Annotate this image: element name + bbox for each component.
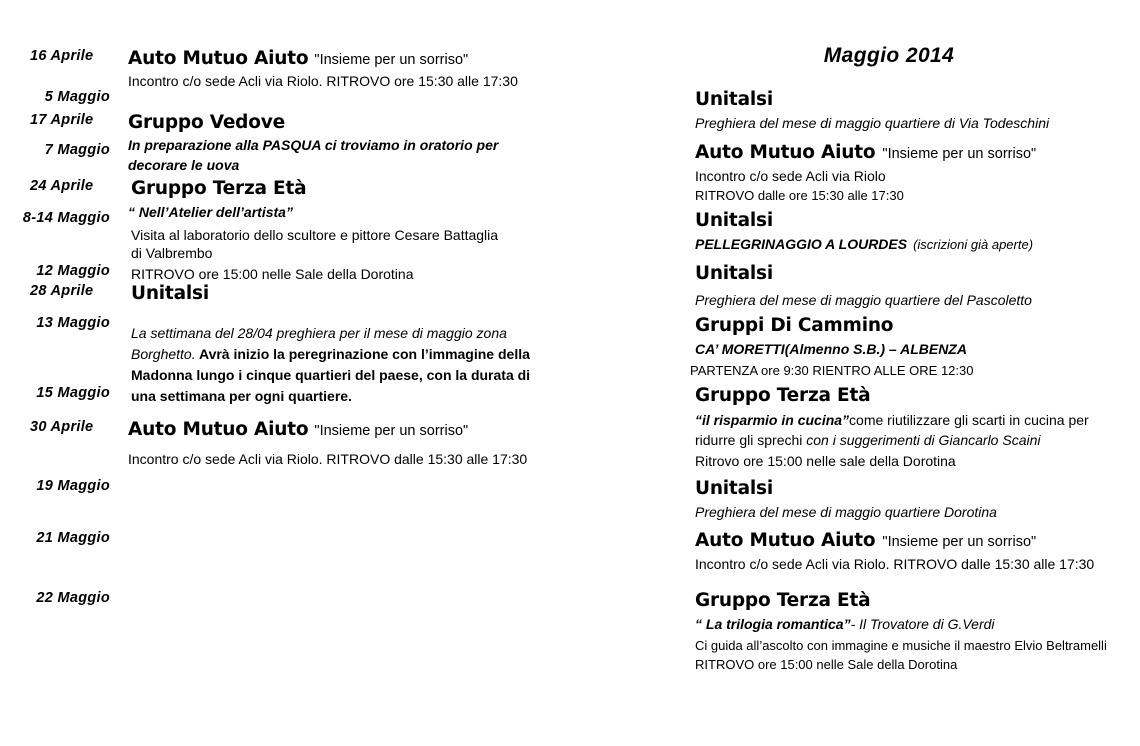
- event-body: [128, 419, 568, 470]
- event-detail-line: RITROVO ore 15:00 nelle Sale della Dorotina: [131, 265, 414, 282]
- event-body: [695, 142, 1140, 205]
- event-detail-line: Visita al laboratorio dello scultore e pittore Cesare Battaglia di Valbrembo: [131, 226, 499, 262]
- event-subtitle-main: “ La trilogia romantica”: [695, 615, 851, 632]
- event-headline: Unitalsi: [695, 210, 773, 231]
- event-paragraph: [131, 323, 543, 407]
- event-headline-text: Auto Mutuo Aiuto: [128, 48, 309, 69]
- event-headline: Gruppo Vedove: [128, 112, 285, 133]
- event-headline: Unitalsi: [695, 478, 773, 499]
- event-body: [695, 530, 1140, 573]
- event-headline-quote: "Insieme per un sorriso": [882, 534, 1037, 550]
- event-subtitle: Preghiera del mese di maggio quartiere di Via Todeschini: [695, 114, 1050, 131]
- event-subtitle: [695, 615, 1140, 635]
- event-paragraph-credit: con i suggerimenti di Giancarlo Scaini: [806, 432, 1041, 449]
- event-subtitle: “ Nell’Atelier dell’artista”: [128, 203, 293, 220]
- event-headline: Unitalsi: [695, 89, 773, 110]
- event-date: 7 Maggio: [44, 142, 110, 158]
- event-detail-line: Ritrovo ore 15:00 nelle sale della Dorotina: [695, 453, 956, 470]
- event-headline: [128, 419, 568, 441]
- event-headline-text: Auto Mutuo Aiuto: [695, 142, 876, 163]
- event-subtitle: Preghiera del mese di maggio quartiere del Pascoletto: [695, 291, 1032, 308]
- event-headline-text: Auto Mutuo Aiuto: [695, 530, 876, 551]
- event-date: 22 Maggio: [36, 590, 110, 606]
- event-date: 16 Aprile: [30, 48, 94, 64]
- event-headline-quote: "Insieme per un sorriso": [882, 146, 1037, 162]
- event-body: [695, 385, 1140, 471]
- event-date: 12 Maggio: [36, 263, 110, 279]
- event-detail-line: Incontro c/o sede Acli via Riolo. RITROVO dalle 15:30 alle 17:30: [128, 450, 528, 467]
- event-headline: Gruppo Terza Età: [131, 178, 307, 199]
- event-body: [131, 283, 571, 407]
- event-subtitle: [695, 235, 1140, 255]
- event-subtitle-rest: - Il Trovatore di G.Verdi: [850, 615, 995, 632]
- event-body: [128, 112, 568, 176]
- event-headline-quote: "Insieme per un sorriso": [314, 52, 469, 68]
- event-detail-line: RITROVO ore 15:00 nelle Sale della Dorotina: [695, 656, 958, 672]
- event-headline-quote: "Insieme per un sorriso": [314, 423, 469, 439]
- event-date: 15 Maggio: [36, 385, 110, 401]
- event-date: 28 Aprile: [30, 283, 94, 299]
- event-headline: Unitalsi: [695, 263, 773, 284]
- event-subtitle-note: (iscrizioni già aperte): [913, 236, 1034, 252]
- event-body: [695, 478, 1140, 523]
- event-detail-line: PARTENZA ore 9:30 RIENTRO ALLE ORE 12:30: [690, 362, 974, 378]
- event-headline-text: Auto Mutuo Aiuto: [128, 419, 309, 440]
- event-date: 24 Aprile: [30, 178, 94, 194]
- event-detail-line: Ci guida all’ascolto con immagine e musiche il maestro Elvio Beltramelli: [695, 637, 1107, 653]
- event-date: 8-14 Maggio: [22, 210, 110, 226]
- event-date: 21 Maggio: [36, 530, 110, 546]
- event-subtitle-main: PELLEGRINAGGIO A LOURDES: [695, 235, 908, 252]
- event-headline: Unitalsi: [131, 283, 209, 304]
- event-detail-line: In preparazione alla PASQUA ci troviamo in oratorio per decorare le uova: [128, 136, 499, 173]
- event-paragraph-italic: La settimana del 28/04 preghiera per il mese di maggio zona Borghetto.: [131, 324, 507, 362]
- event-headline: Gruppi Di Cammino: [695, 315, 894, 336]
- event-date: 30 Aprile: [30, 419, 94, 435]
- event-date: 5 Maggio: [44, 89, 110, 105]
- event-body: [695, 210, 1140, 255]
- event-headline: Gruppo Terza Età: [695, 590, 871, 611]
- event-body: [695, 89, 1140, 134]
- event-date: 13 Maggio: [36, 315, 110, 331]
- event-headline: [695, 142, 1140, 164]
- event-paragraph-bold: Avrà inizio la peregrinazione con l’immagine della Madonna lungo i cinque quartieri del paese, con la durata di una settimana per ogni quartiere.: [131, 345, 531, 404]
- event-headline: [128, 48, 568, 70]
- event-date: 17 Aprile: [30, 112, 94, 128]
- event-subtitle: CA’ MORETTI(Almenno S.B.) – ALBENZA: [695, 340, 967, 357]
- event-detail-line: Incontro c/o sede Acli via Riolo. RITROVO dalle 15:30 alle 17:30: [695, 555, 1095, 572]
- event-paragraph: [695, 410, 1115, 451]
- event-headline: [695, 530, 1140, 552]
- event-body: [690, 315, 1140, 379]
- event-paragraph-text: come riutilizzare gli scarti in cucina per ridurre gli sprechi: [695, 411, 1089, 449]
- event-date: 19 Maggio: [36, 478, 110, 494]
- event-body: [695, 590, 1140, 673]
- event-paragraph-title: “il risparmio in cucina”: [695, 411, 850, 428]
- event-detail-line: Incontro c/o sede Acli via Riolo: [695, 167, 886, 184]
- event-body: [695, 263, 1140, 311]
- event-headline: Gruppo Terza Età: [695, 385, 871, 406]
- event-detail-line: RITROVO dalle ore 15:30 alle 17:30: [695, 188, 904, 204]
- event-body: [128, 48, 568, 92]
- event-detail-line: Incontro c/o sede Acli via Riolo. RITROVO ore 15:30 alle 17:30: [128, 72, 518, 89]
- event-body: [128, 178, 571, 284]
- event-subtitle: Preghiera del mese di maggio quartiere Dorotina: [695, 503, 997, 520]
- month-title: Maggio 2014: [823, 44, 955, 67]
